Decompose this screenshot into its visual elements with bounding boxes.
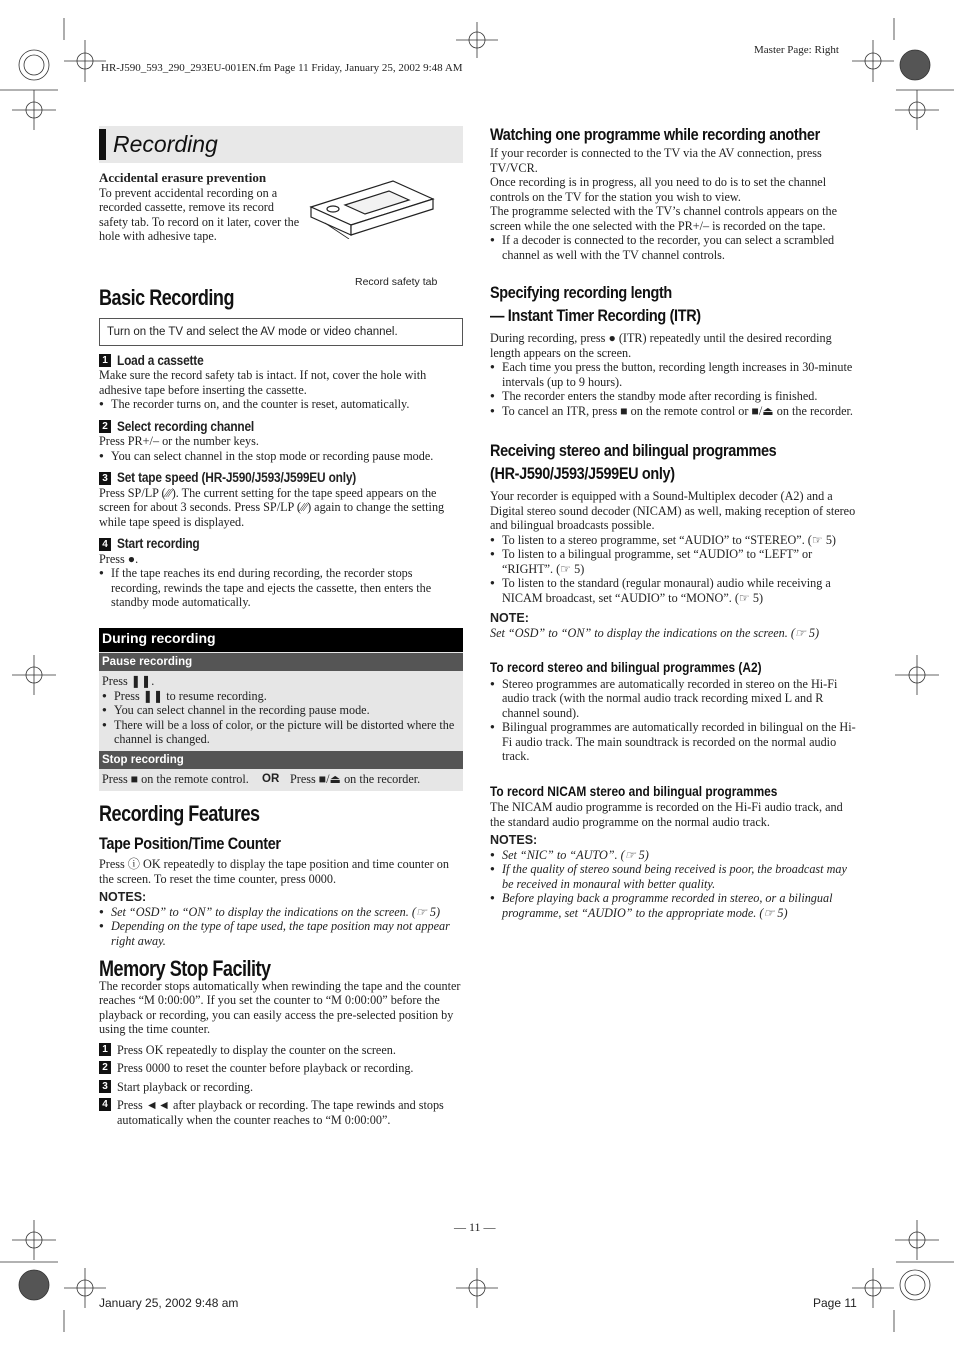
step-title: Load a cassette bbox=[117, 352, 204, 368]
memory-stop-heading: Memory Stop Facility bbox=[99, 956, 271, 981]
step-text: Make sure the record safety tab is intact. If not, cover the hole with adhesive tape before inserting the cassette. bbox=[99, 368, 427, 397]
bullet-item: ● To listen to a stereo programme, set “AUDIO” to “STEREO”. (☞ 5) bbox=[490, 533, 856, 548]
section-title-bar bbox=[99, 126, 463, 163]
a2-heading: To record stereo and bilingual programmes (A2) bbox=[490, 659, 762, 675]
step-header bbox=[99, 471, 463, 486]
pause-line: Press ❚❚. bbox=[102, 674, 155, 688]
left-column bbox=[99, 126, 463, 1127]
pause-title: Pause recording bbox=[99, 653, 463, 672]
memory-step bbox=[99, 1098, 463, 1127]
figure-label: Record safety tab bbox=[355, 276, 438, 288]
basic-recording-heading: Basic Recording bbox=[99, 285, 234, 310]
bullet-item: ● Stereo programmes are automatically recorded in stereo on the Hi-Fi audio track (with the normal audio track recording mixed L and R channel sound). bbox=[490, 677, 856, 721]
bullet-item: ● Depending on the type of tape used, the tape position may not appear right away. bbox=[99, 919, 463, 948]
bullet-item: ● Bilingual programmes are automatically recorded in bilingual on the Hi-Fi audio track. The main soundtrack is recorded on the normal audio track. bbox=[490, 720, 856, 764]
stop-right: Press ■/⏏ on the recorder. bbox=[290, 772, 421, 786]
step-header bbox=[99, 537, 463, 552]
step-title: Start recording bbox=[117, 536, 200, 551]
watching-heading: Watching one programme while recording another bbox=[490, 125, 820, 144]
watching-paragraph: Once recording is in progress, all you need to do is to set the channel controls on the TV for the station you wish to view. bbox=[490, 175, 827, 204]
step-title: Select recording channel bbox=[117, 418, 255, 434]
bullet-item: ● Press ❚❚ to resume recording. bbox=[102, 689, 460, 704]
bullet-item: ● The recorder turns on, and the counter is reset, automatically. bbox=[99, 397, 463, 412]
step-number: 4 bbox=[99, 538, 111, 551]
stop-or: OR bbox=[262, 773, 280, 785]
step-header bbox=[99, 354, 463, 369]
bullet-item: ● If the tape reaches its end during recording, the recorder stops recording, rewinds the tape and ejects the cassette, then enters the standby mode automatically. bbox=[99, 566, 463, 610]
stereo-note-label: NOTE: bbox=[490, 611, 529, 625]
bullet-item: ● The recorder enters the standby mode after recording is finished. bbox=[490, 389, 856, 404]
bullet-item: ● If the quality of stereo sound being received is poor, the broadcast may be received in monaural with better quality. bbox=[490, 862, 856, 891]
bullet-item: ● Each time you press the button, recording length increases in 30-minute intervals (up to 9 hours). bbox=[490, 360, 856, 389]
tape-position-heading: Tape Position/Time Counter bbox=[99, 834, 281, 853]
nicam-text: The NICAM audio programme is recorded on the Hi-Fi audio track, and the standard audio programme on the normal audio track. bbox=[490, 800, 843, 829]
cassette-illustration bbox=[305, 177, 445, 239]
bullet-item: ● Set “OSD” to “ON” to display the indications on the screen. (☞ 5) bbox=[99, 905, 463, 920]
bullet-item: ● To listen to a bilingual programme, set “AUDIO” to “LEFT” or “RIGHT”. (☞ 5) bbox=[490, 547, 856, 576]
bullet-item: ● Set “NIC” to “AUTO”. (☞ 5) bbox=[490, 848, 856, 863]
bullet-item: ● If a decoder is connected to the recorder, you can select a scrambled channel as well with the TV channel controls. bbox=[490, 233, 856, 262]
bullet-item: ● You can select channel in the stop mode or recording pause mode. bbox=[99, 449, 463, 464]
itr-heading-2: — Instant Timer Recording (ITR) bbox=[490, 306, 701, 325]
footer-date: January 25, 2002 9:48 am bbox=[99, 1296, 239, 1310]
memory-step bbox=[99, 1043, 463, 1058]
step-header bbox=[99, 420, 463, 435]
step-number: 2 bbox=[99, 1061, 111, 1074]
recording-features-heading: Recording Features bbox=[99, 800, 260, 826]
itr-text: During recording, press ● (ITR) repeatedly until the desired recording length appears on the screen. bbox=[490, 331, 832, 360]
stop-title: Stop recording bbox=[99, 751, 463, 770]
basic-steps bbox=[99, 354, 463, 610]
bullet-item: ● To listen to the standard (regular monaural) audio while receiving a NICAM broadcast, set “AUDIO” to “MONO”. (☞ 5) bbox=[490, 576, 856, 605]
step-title: Set tape speed (HR-J590/J593/J599EU only) bbox=[117, 470, 357, 485]
bullet-item: ● To cancel an ITR, press ■ on the remote control or ■/⏏ on the recorder. bbox=[490, 404, 856, 419]
section-title: Recording bbox=[113, 131, 218, 157]
step-number: 1 bbox=[99, 354, 111, 367]
step-number: 4 bbox=[99, 1098, 111, 1111]
memory-text: The recorder stops automatically when rewinding the tape and the counter reaches “M 0:00:00”. If you set the counter to “M 0:00:00” before the playback or recording, you can easily access the pre-selected position by using the time counter. bbox=[99, 978, 461, 1036]
itr-heading-1: Specifying recording length bbox=[490, 283, 672, 302]
step-text: Press SP/LP (∕∕∕). The current setting for the tape speed appears on the screen for about 3 seconds. Press SP/LP (∕∕∕) again to change the setting while tape speed is displayed. bbox=[99, 485, 445, 529]
watching-paragraph: If your recorder is connected to the TV via the AV connection, press TV/VCR. bbox=[490, 146, 822, 175]
nicam-heading: To record NICAM stereo and bilingual programmes bbox=[490, 782, 778, 799]
stereo-text: Your recorder is equipped with a Sound-Multiplex decoder (A2) and a Digital stereo sound decoder (NICAM) as well, making reception of stereo and bilingual broadcasts possible. bbox=[490, 489, 856, 532]
tape-notes-label: NOTES: bbox=[99, 890, 147, 904]
memory-step bbox=[99, 1080, 463, 1095]
bullet-item: ● You can select channel in the recording pause mode. bbox=[102, 703, 460, 718]
memory-step bbox=[99, 1061, 463, 1076]
stereo-note-text: Set “OSD” to “ON” to display the indications on the screen. (☞ 5) bbox=[490, 625, 820, 640]
nicam-notes-label: NOTES: bbox=[490, 833, 538, 847]
av-mode-box bbox=[99, 318, 463, 346]
step-number: 1 bbox=[99, 1043, 111, 1056]
step-text: Press PR+/– or the number keys. bbox=[99, 434, 259, 448]
stop-left: Press ■ on the remote control. bbox=[102, 772, 249, 786]
step-text: Press ●. bbox=[99, 551, 139, 566]
step-number: 3 bbox=[99, 472, 111, 485]
step-number: 2 bbox=[99, 420, 111, 433]
step-text: Press 0000 to reset the counter before playback or recording. bbox=[117, 1061, 414, 1075]
during-recording-table bbox=[99, 628, 463, 791]
erasure-heading: Accidental erasure prevention bbox=[99, 170, 267, 185]
bullet-item: ● There will be a loss of color, or the picture will be distorted where the channel is changed. bbox=[102, 718, 460, 747]
right-column bbox=[490, 124, 856, 920]
bullet-item: ● Before playing back a programme recorded in stereo, or a bilingual programme, set “AUDIO” to the appropriate mode. (☞ 5) bbox=[490, 891, 856, 920]
footer-page: Page 11 bbox=[813, 1296, 857, 1310]
step-text: Press OK repeatedly to display the counter on the screen. bbox=[117, 1042, 396, 1057]
page-number: — 11 — bbox=[454, 1220, 496, 1234]
erasure-text: To prevent accidental recording on a recorded cassette, remove its record safety tab. To record on it later, cover the hole with adhesive tape. bbox=[99, 185, 300, 243]
master-page-label: Master Page: Right bbox=[754, 44, 839, 56]
file-info-line: HR-J590_593_290_293EU-001EN.fm Page 11 Friday, January 25, 2002 9:48 AM bbox=[101, 62, 463, 74]
during-title: During recording bbox=[99, 628, 463, 652]
step-text: Start playback or recording. bbox=[117, 1079, 254, 1094]
tape-text: Press ⓘ OK repeatedly to display the tape position and time counter on the screen. To reset the time counter, press 0000. bbox=[99, 857, 449, 886]
step-text: Press ◄◄ after playback or recording. The tape rewinds and stops automatically when the counter reaches to “M 0:00:00”. bbox=[117, 1098, 444, 1127]
step-number: 3 bbox=[99, 1080, 111, 1093]
stereo-heading-2: (HR-J590/J593/J599EU only) bbox=[490, 464, 675, 483]
watching-paragraph: The programme selected with the TV’s channel controls appears on the screen while the one selected with the PR+/– is recorded on the tape. bbox=[490, 204, 838, 233]
av-mode-text: Turn on the TV and select the AV mode or video channel. bbox=[107, 325, 398, 338]
stereo-heading-1: Receiving stereo and bilingual programmes bbox=[490, 441, 777, 460]
